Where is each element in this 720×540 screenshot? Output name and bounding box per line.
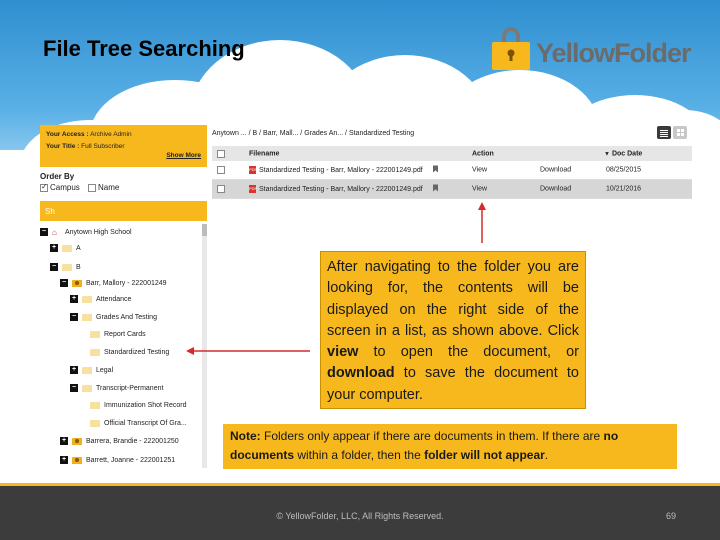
collapse-icon[interactable]: − xyxy=(71,384,77,391)
file-name: Standardized Testing - Barr, Mallory - 222001249.pdf xyxy=(259,166,423,174)
tree-item-label: Barr, Mallory - 222001249 xyxy=(86,279,167,287)
table-header xyxy=(212,146,692,161)
note-bold-2: folder will not appear xyxy=(424,448,545,462)
folder-icon xyxy=(82,385,92,392)
callout-text-1: After navigating to the folder you are looking for, the contents will be displayed on the right side of the screen in a list, as shown above. Click xyxy=(327,259,579,339)
view-toggle xyxy=(657,126,687,139)
school-icon: ⌂ xyxy=(52,227,57,237)
slide-title: File Tree Searching xyxy=(43,36,245,61)
tree-search-input[interactable]: Sh xyxy=(40,201,207,221)
note-bold-1: no documents xyxy=(230,429,619,462)
tree-item-label: Transcript-Permanent xyxy=(96,384,164,392)
order-by-label: Order By xyxy=(40,172,75,181)
expand-icon[interactable]: + xyxy=(61,437,67,444)
collapse-icon[interactable]: − xyxy=(61,279,67,286)
expand-icon[interactable]: + xyxy=(51,244,57,251)
student-folder-icon xyxy=(72,457,82,464)
tree-item[interactable] xyxy=(90,346,169,358)
slide-footer xyxy=(0,483,720,540)
folder-icon xyxy=(90,420,100,427)
folder-icon xyxy=(90,402,100,409)
callout-text-3: to save the document to your computer. xyxy=(327,365,579,403)
tree-item[interactable] xyxy=(60,435,179,447)
row-checkbox[interactable] xyxy=(217,166,227,174)
select-all-checkbox[interactable] xyxy=(217,150,227,158)
folder-icon xyxy=(62,264,72,271)
list-view-button[interactable] xyxy=(657,126,671,139)
tree-item[interactable] xyxy=(50,261,81,273)
tree-item-label: B xyxy=(76,263,81,271)
instruction-callout xyxy=(320,251,586,409)
file-name-cell[interactable] xyxy=(249,185,423,193)
folder-icon xyxy=(90,349,100,356)
campus-checkbox[interactable] xyxy=(40,184,48,192)
campus-label: Campus xyxy=(50,183,80,192)
sort-desc-icon: ▼ xyxy=(604,151,610,157)
tree-item-label: Anytown High School xyxy=(65,228,132,236)
expand-icon[interactable]: + xyxy=(71,295,77,302)
tree-scrollbar-thumb[interactable] xyxy=(202,224,207,236)
tree-item[interactable] xyxy=(70,364,113,376)
access-value: Archive Admin xyxy=(90,131,132,138)
tree-item[interactable] xyxy=(40,226,132,238)
tree-item[interactable] xyxy=(70,311,157,323)
callout-text-2: to open the document, or xyxy=(358,344,579,361)
copyright-text: © YellowFolder, LLC, All Rights Reserved. xyxy=(276,511,444,521)
access-label: Your Access : xyxy=(46,131,89,138)
tree-item[interactable] xyxy=(70,293,131,305)
order-by-name-option[interactable] xyxy=(88,183,119,192)
grid-icon xyxy=(677,129,680,132)
file-tree xyxy=(40,224,207,468)
table-row[interactable] xyxy=(212,161,692,180)
tree-item-label: Immunization Shot Record xyxy=(104,401,187,409)
grid-view-button[interactable] xyxy=(673,126,687,139)
tree-item-label: Grades And Testing xyxy=(96,313,157,321)
order-by-campus-option[interactable] xyxy=(40,183,80,192)
name-checkbox[interactable] xyxy=(88,184,96,192)
tree-item[interactable] xyxy=(70,382,163,394)
note-text-2: within a folder, then the xyxy=(294,448,425,462)
collapse-icon[interactable]: − xyxy=(51,263,57,270)
collapse-icon[interactable]: − xyxy=(41,228,47,235)
tree-item-label: Report Cards xyxy=(104,330,146,338)
title-value: Full Subscriber xyxy=(81,143,125,150)
table-row[interactable] xyxy=(212,180,692,199)
list-icon xyxy=(660,132,668,133)
tree-item[interactable] xyxy=(60,277,167,289)
tree-item-label: Barrett, Joanne - 222001251 xyxy=(86,456,176,464)
student-folder-icon xyxy=(72,438,82,445)
tree-item[interactable] xyxy=(90,328,146,340)
tree-item-label: Attendance xyxy=(96,295,132,303)
tree-item[interactable] xyxy=(60,454,175,466)
student-folder-icon xyxy=(72,280,82,287)
page-number: 69 xyxy=(666,511,677,521)
doc-date-header-label: Doc Date xyxy=(611,150,643,157)
breadcrumb[interactable]: Anytown ... / B / Barr, Mall... / Grades An... / Standardized Testing xyxy=(212,130,415,137)
user-access-box xyxy=(40,125,207,167)
folder-icon xyxy=(82,296,92,303)
pdf-icon: PDF xyxy=(249,167,257,172)
folder-icon xyxy=(62,245,72,252)
note-text-3: . xyxy=(544,448,549,462)
tree-item[interactable] xyxy=(90,417,187,429)
folder-icon xyxy=(90,331,100,338)
bookmark-icon[interactable] xyxy=(433,166,438,175)
view-link[interactable]: View xyxy=(472,185,488,193)
callout-view-word: view xyxy=(327,344,359,361)
file-table xyxy=(212,146,692,199)
name-label: Name xyxy=(98,183,120,192)
show-more-link[interactable]: Show More xyxy=(166,152,201,159)
note-label: Note: xyxy=(230,429,261,443)
file-name-cell[interactable] xyxy=(249,166,423,174)
tree-item-label: Barrera, Brandie - 222001250 xyxy=(86,437,179,445)
doc-date: 10/21/2016 xyxy=(606,185,642,193)
order-by-panel xyxy=(40,172,125,192)
expand-icon[interactable]: + xyxy=(61,456,67,463)
expand-icon[interactable]: + xyxy=(71,366,77,373)
tree-item-label: Official Transcript Of Gra... xyxy=(104,419,187,427)
pdf-icon: PDF xyxy=(249,186,257,191)
download-link[interactable]: Download xyxy=(540,166,572,174)
doc-date-header[interactable] xyxy=(604,150,642,157)
file-name: Standardized Testing - Barr, Mallory - 222001249.pdf xyxy=(259,185,423,193)
view-link[interactable]: View xyxy=(472,166,488,174)
callout-download-word: download xyxy=(327,365,395,382)
folder-icon xyxy=(82,314,92,321)
bookmark-icon[interactable] xyxy=(433,185,438,194)
footer-accent-line xyxy=(0,483,720,486)
action-header: Action xyxy=(472,150,494,157)
doc-date: 08/25/2015 xyxy=(606,166,642,174)
title-label: Your Title : xyxy=(46,143,80,150)
tree-item-label: Standardized Testing xyxy=(104,348,170,356)
collapse-icon[interactable]: − xyxy=(71,313,77,320)
tree-item-label: Legal xyxy=(96,366,114,374)
note-callout xyxy=(223,424,677,469)
download-link[interactable]: Download xyxy=(540,185,572,193)
filename-header[interactable]: Filename xyxy=(249,150,280,157)
tree-item-label: A xyxy=(76,244,81,252)
folder-icon xyxy=(82,367,92,374)
tree-item[interactable] xyxy=(50,242,81,254)
logo-text: YellowFolder xyxy=(536,38,691,68)
tree-item[interactable] xyxy=(90,399,186,411)
note-text-1: Folders only appear if there are documents in them. If there are xyxy=(260,429,604,443)
tree-scrollbar[interactable] xyxy=(202,224,207,468)
row-checkbox[interactable] xyxy=(217,185,227,193)
